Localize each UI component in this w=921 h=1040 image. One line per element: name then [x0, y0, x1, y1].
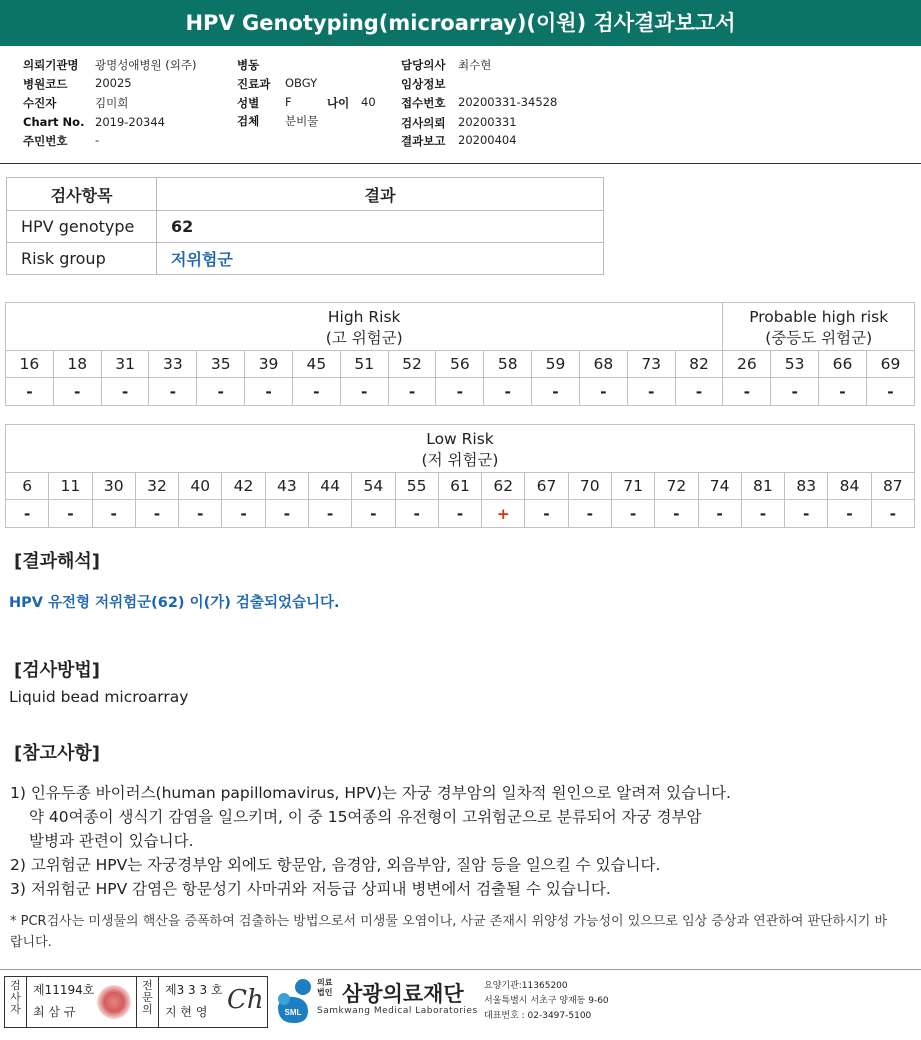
genotype-result-cell: - — [222, 500, 265, 528]
license-number: 제3 3 3 호 — [165, 983, 223, 997]
genotype-code-cell: 55 — [395, 473, 438, 500]
genotype-result-cell: - — [866, 378, 914, 406]
institution-code: 요양기관:11365200 — [484, 981, 568, 991]
group-subtitle: (고 위험군) — [325, 328, 403, 347]
genotype-result-cell: - — [655, 500, 698, 528]
info-label: 병원코드 — [23, 77, 68, 91]
summary-table — [6, 177, 604, 275]
info-value: F — [285, 95, 292, 109]
signature: Ch — [227, 985, 264, 1015]
sml-logo-icon — [270, 977, 316, 1027]
genotype-code-cell: 53 — [771, 351, 819, 378]
genotype-code-cell: 52 — [388, 351, 436, 378]
group-title: Low Risk — [426, 429, 494, 448]
reference-item-continued: 발병과 관련이 있습니다. — [29, 832, 194, 850]
info-label: 담당의사 — [401, 58, 446, 72]
high-risk-table — [5, 302, 915, 406]
info-value: 20200331 — [458, 115, 517, 129]
genotype-code-cell: 31 — [101, 351, 149, 378]
genotype-result-cell: - — [340, 378, 388, 406]
genotype-code-cell: 11 — [49, 473, 92, 500]
genotype-result-cell: + — [482, 500, 525, 528]
genotype-result-cell: - — [265, 500, 308, 528]
table-row — [7, 243, 604, 275]
group-header-probable-high-risk — [723, 303, 915, 351]
genotype-code-cell: 35 — [197, 351, 245, 378]
genotype-code-cell: 66 — [819, 351, 867, 378]
result-cell: 저위험군 — [157, 243, 604, 275]
info-label: 주민번호 — [23, 134, 68, 148]
signer-name: 최 삼 규 — [33, 1005, 76, 1019]
signature-box — [4, 976, 268, 1028]
report-title: HPV Genotyping(microarray)(이원) 검사결과보고서 — [0, 0, 921, 46]
genotype-result-cell: - — [771, 378, 819, 406]
organization-name: 삼광의료재단 — [342, 982, 464, 1006]
genotype-code-cell: 32 — [135, 473, 178, 500]
genotype-code-cell: 69 — [866, 351, 914, 378]
genotype-result-cell: - — [525, 500, 568, 528]
section-title-interpretation: [결과해석] — [14, 551, 101, 572]
genotype-result-cell: - — [579, 378, 627, 406]
genotype-result-cell: - — [135, 500, 178, 528]
group-header-low-risk — [6, 425, 915, 473]
genotype-code-cell: 26 — [723, 351, 771, 378]
genotype-code-cell: 51 — [340, 351, 388, 378]
reference-item: 1) 인유두종 바이러스(human papillomavirus, HPV)는 자궁 경부암의 일차적 원인으로 알려져 있습니다. — [10, 784, 731, 802]
signer-role-label — [137, 977, 159, 1027]
section-title-method: [검사방법] — [14, 660, 101, 681]
info-value: 20200331-34528 — [458, 95, 558, 109]
genotype-result-cell: - — [698, 500, 741, 528]
reference-list — [10, 781, 731, 901]
genotype-result-cell: - — [871, 500, 914, 528]
group-subtitle: (중등도 위험군) — [765, 328, 873, 347]
signer-name: 지 현 영 — [165, 1005, 208, 1019]
info-label: 성별 — [237, 96, 260, 110]
patient-info — [0, 50, 921, 164]
genotype-result-cell: - — [395, 500, 438, 528]
phone-number: 대표번호 : 02-3497-5100 — [484, 1011, 592, 1021]
reference-item: 2) 고위험군 HPV는 자궁경부암 외에도 항문암, 음경암, 외음부암, 질암 등을 일으킬 수 있습니다. — [10, 856, 661, 874]
genotype-code-cell: 45 — [292, 351, 340, 378]
genotype-code-cell: 84 — [828, 473, 871, 500]
genotype-result-cell: - — [245, 378, 293, 406]
item-cell: Risk group — [7, 243, 157, 275]
reference-item: 3) 저위험군 HPV 감염은 항문성기 사마귀와 저등급 상피내 병변에서 검출될 수 있습니다. — [10, 880, 611, 898]
signer-2 — [159, 977, 267, 1027]
info-label: 검사의뢰 — [401, 116, 446, 130]
genotype-code-cell: 18 — [53, 351, 101, 378]
genotype-code-cell: 56 — [436, 351, 484, 378]
info-value: 2019-20344 — [95, 115, 165, 129]
role-label-1: 검사자 — [10, 979, 21, 1016]
info-value: 광명성애병원 (외주) — [95, 58, 197, 72]
method-text: Liquid bead microarray — [9, 688, 189, 706]
info-label: 병동 — [237, 58, 260, 72]
genotype-result-cell: - — [568, 500, 611, 528]
genotype-code-row — [6, 473, 915, 500]
genotype-code-cell: 70 — [568, 473, 611, 500]
genotype-code-cell: 58 — [484, 351, 532, 378]
genotype-result-row — [6, 378, 915, 406]
genotype-code-cell: 6 — [6, 473, 49, 500]
genotype-result-cell: - — [49, 500, 92, 528]
address: 서울특별시 서초구 양재동 9-60 — [484, 996, 609, 1006]
genotype-result-cell: - — [149, 378, 197, 406]
genotype-code-cell: 33 — [149, 351, 197, 378]
genotype-result-cell: - — [197, 378, 245, 406]
organization-english-name: Samkwang Medical Laboratories — [317, 1006, 478, 1016]
genotype-code-cell: 62 — [482, 473, 525, 500]
genotype-result-cell: - — [352, 500, 395, 528]
info-label: 검체 — [237, 114, 260, 128]
genotype-code-cell: 54 — [352, 473, 395, 500]
genotype-code-row — [6, 351, 915, 378]
item-cell: HPV genotype — [7, 211, 157, 243]
info-label: 진료과 — [237, 77, 271, 91]
reference-item-continued: 약 40여종이 생식기 감염을 일으키며, 이 중 15여종의 유전형이 고위험군으로 분류되어 자궁 경부암 — [29, 808, 702, 826]
genotype-code-cell: 39 — [245, 351, 293, 378]
genotype-result-cell: - — [484, 378, 532, 406]
signer-1 — [27, 977, 137, 1027]
genotype-code-cell: 61 — [438, 473, 481, 500]
genotype-result-cell: - — [723, 378, 771, 406]
genotype-result-cell: - — [828, 500, 871, 528]
info-value: - — [95, 133, 100, 147]
low-risk-table — [5, 424, 915, 528]
info-label: 의뢰기관명 — [23, 58, 79, 72]
genotype-code-cell: 87 — [871, 473, 914, 500]
summary-header-row — [7, 178, 604, 211]
signer-role-label — [5, 977, 27, 1027]
info-label: 수진자 — [23, 96, 57, 110]
genotype-code-cell: 16 — [6, 351, 54, 378]
info-label: Chart No. — [23, 115, 85, 129]
genotype-result-cell: - — [675, 378, 723, 406]
interpretation-text: HPV 유전형 저위험군(62) 이(가) 검출되었습니다. — [9, 595, 340, 611]
genotype-result-cell: - — [53, 378, 101, 406]
genotype-code-cell: 82 — [675, 351, 723, 378]
info-value: OBGY — [285, 76, 318, 90]
genotype-result-cell: - — [308, 500, 351, 528]
org-prefix: 법인 — [317, 988, 333, 997]
genotype-code-cell: 42 — [222, 473, 265, 500]
genotype-code-cell: 59 — [532, 351, 580, 378]
column-header: 검사항목 — [7, 178, 157, 211]
info-value: 김미희 — [95, 96, 129, 110]
section-title-reference: [참고사항] — [14, 743, 101, 764]
info-label: 임상정보 — [401, 77, 446, 91]
role-label-2: 전문의 — [142, 979, 153, 1016]
organization-contact — [484, 979, 609, 1024]
genotype-result-cell: - — [438, 500, 481, 528]
genotype-code-cell: 72 — [655, 473, 698, 500]
genotype-code-cell: 43 — [265, 473, 308, 500]
organization-name-block — [317, 978, 478, 1016]
footer-divider — [0, 969, 921, 970]
genotype-result-cell: - — [627, 378, 675, 406]
info-label: 접수번호 — [401, 96, 446, 110]
license-number: 제11194호 — [33, 983, 95, 997]
genotype-code-cell: 83 — [785, 473, 828, 500]
group-header-high-risk — [6, 303, 723, 351]
genotype-result-cell: - — [611, 500, 654, 528]
genotype-result-cell: - — [101, 378, 149, 406]
genotype-result-cell: - — [292, 378, 340, 406]
org-prefix: 의료 — [317, 978, 333, 987]
genotype-code-cell: 81 — [741, 473, 784, 500]
info-value: 최수현 — [458, 58, 492, 72]
genotype-result-cell: - — [436, 378, 484, 406]
group-title: Probable high risk — [749, 307, 889, 326]
genotype-code-cell: 40 — [179, 473, 222, 500]
genotype-result-cell: - — [92, 500, 135, 528]
genotype-result-row — [6, 500, 915, 528]
genotype-code-cell: 74 — [698, 473, 741, 500]
group-subtitle: (저 위험군) — [421, 450, 499, 469]
genotype-code-cell: 73 — [627, 351, 675, 378]
column-header: 결과 — [157, 178, 604, 211]
group-title: High Risk — [327, 307, 401, 326]
info-value: 분비물 — [285, 114, 319, 128]
info-value: 20025 — [95, 76, 132, 90]
genotype-code-cell: 44 — [308, 473, 351, 500]
genotype-result-cell: - — [785, 500, 828, 528]
genotype-code-cell: 68 — [579, 351, 627, 378]
genotype-code-cell: 71 — [611, 473, 654, 500]
genotype-result-cell: - — [819, 378, 867, 406]
info-label: 결과보고 — [401, 134, 446, 148]
genotype-result-cell: - — [6, 500, 49, 528]
info-value: 40 — [361, 95, 376, 109]
genotype-code-cell: 67 — [525, 473, 568, 500]
genotype-result-cell: - — [741, 500, 784, 528]
result-cell: 62 — [157, 211, 604, 243]
pcr-note: * PCR검사는 미생물의 핵산을 증폭하여 검출하는 방법으로서 미생물 오염이나, 사균 존재시 위양성 가능성이 있으므로 임상 증상과 연관하여 판단하시기 바랍니다. — [10, 914, 888, 950]
genotype-code-cell: 30 — [92, 473, 135, 500]
table-row — [7, 211, 604, 243]
info-value: 20200404 — [458, 133, 517, 147]
genotype-result-cell: - — [179, 500, 222, 528]
info-label: 나이 — [327, 96, 350, 110]
genotype-result-cell: - — [532, 378, 580, 406]
genotype-result-cell: - — [6, 378, 54, 406]
logo-text: SML — [284, 1008, 302, 1017]
genotype-result-cell: - — [388, 378, 436, 406]
official-seal — [97, 985, 131, 1019]
